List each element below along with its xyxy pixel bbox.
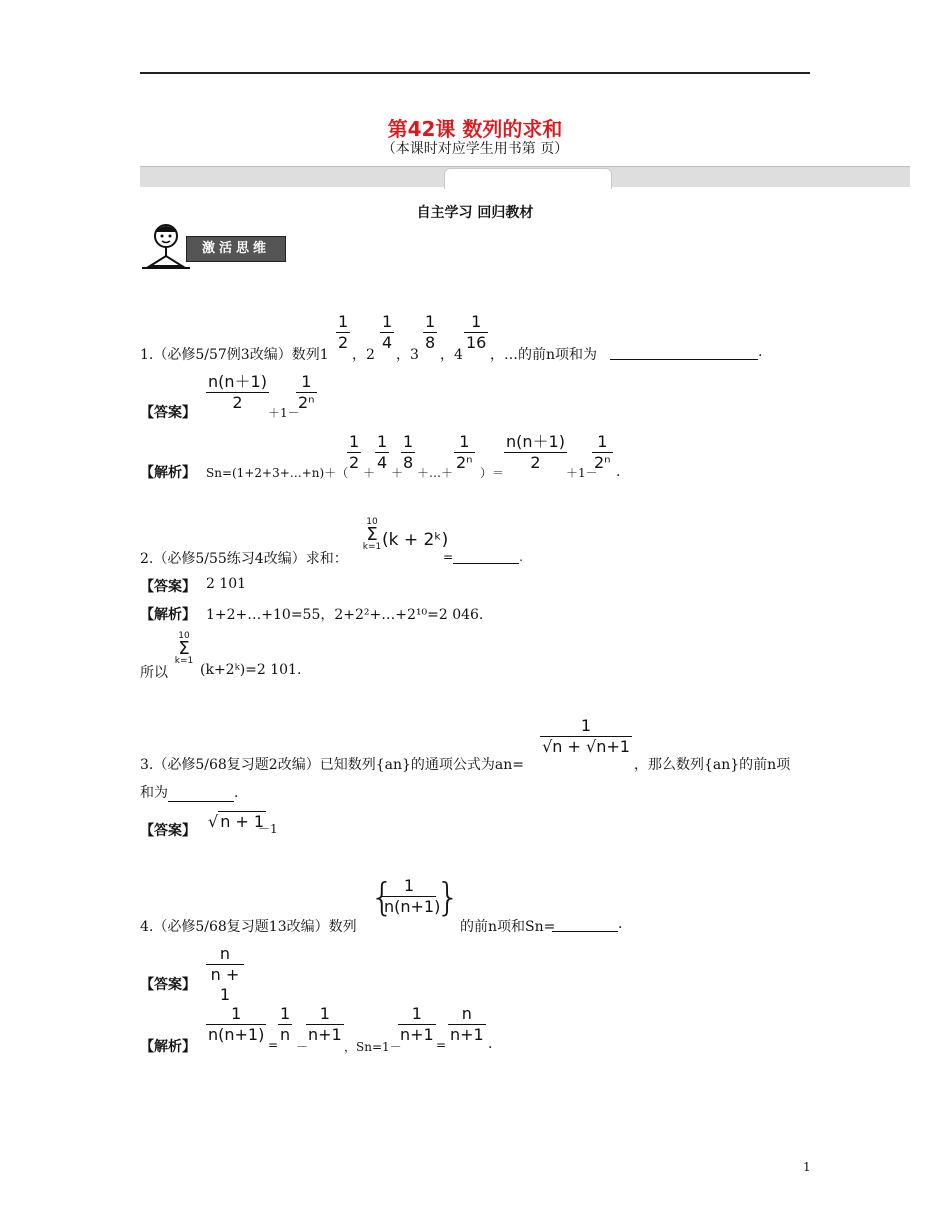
section-tab bbox=[444, 168, 612, 189]
q3-formula-rad1: n + bbox=[552, 737, 586, 756]
q1-blank bbox=[610, 344, 762, 360]
q4-blank bbox=[552, 916, 622, 932]
q1-answer-frac2: 1 2ⁿ bbox=[298, 372, 315, 412]
q2-expr: (k + 2ᵏ) bbox=[382, 530, 449, 550]
top-rule bbox=[140, 72, 810, 74]
q2-analysis-label: 【解析】 bbox=[140, 607, 196, 623]
q2-sigma-bot: k=1 bbox=[362, 542, 382, 552]
q1-answer-label: 【答案】 bbox=[140, 405, 196, 421]
q1-an-frac-6: 1 2ⁿ bbox=[594, 432, 611, 472]
q1-frac-4: 1 16 bbox=[466, 312, 487, 352]
q1-answer-mid: ＋1－ bbox=[268, 406, 300, 420]
page-subtitle: （本课时对应学生用书第 页） bbox=[381, 141, 569, 157]
q1-sep-2: ，3 bbox=[396, 347, 419, 363]
q3-dot: . bbox=[234, 785, 239, 801]
q3-answer: √ n + 1 bbox=[208, 812, 265, 831]
q1-frac-2: 1 4 bbox=[382, 312, 393, 352]
q3-formula-rad2: n+1 bbox=[596, 737, 630, 756]
q4-suffix: 的前n项和Sn= bbox=[460, 919, 556, 935]
q4-an-end: . bbox=[488, 1036, 493, 1052]
q1-analysis-text: Sn=(1+2+3+…+n)＋（ bbox=[206, 466, 349, 480]
q1-an-end: . bbox=[616, 464, 621, 480]
q4-an-eq: = bbox=[268, 1038, 279, 1052]
q2-so-sigma: 10 Σ k=1 bbox=[174, 631, 194, 666]
q2-so-sigma-top: 10 bbox=[178, 631, 190, 641]
q4-an-eq-2: = bbox=[436, 1038, 447, 1052]
q3-line2 bbox=[140, 782, 238, 802]
q3-formula-num: 1 bbox=[580, 716, 592, 735]
q1-an-mid: ＋1－ bbox=[566, 466, 598, 480]
q4-answer-label: 【答案】 bbox=[140, 977, 196, 993]
q1-answer-frac: n(n＋1) 2 bbox=[208, 372, 267, 412]
q4-analysis-label: 【解析】 bbox=[140, 1039, 196, 1055]
reading-figure-icon bbox=[140, 222, 192, 270]
q1-an-frac-5: n(n＋1) 2 bbox=[506, 432, 565, 472]
q2-so-expr: (k+2ᵏ)=2 101. bbox=[200, 662, 302, 678]
q1-an-frac-4: 1 2ⁿ bbox=[456, 432, 473, 472]
q1-an-close: ）＝ bbox=[480, 466, 505, 480]
q1-an-frac-3: 1 8 bbox=[403, 432, 414, 472]
q3-suffix: ，那么数列{an}的前n项 bbox=[634, 757, 791, 773]
q2-answer: 2 101 bbox=[206, 576, 247, 592]
q3-answer-tail: －1 bbox=[258, 822, 278, 836]
q4-an-frac-5: n n+1 bbox=[450, 1004, 484, 1044]
q2-answer-label: 【答案】 bbox=[140, 579, 196, 595]
q1-suffix: ，…的前n项和为 bbox=[490, 347, 598, 363]
q2-prefix: 2.（必修5/55练习4改编）求和： bbox=[140, 551, 348, 567]
q1-frac-1: 1 2 bbox=[338, 312, 349, 352]
q1-analysis-label: 【解析】 bbox=[140, 465, 196, 481]
q1-frac-3: 1 8 bbox=[425, 312, 436, 352]
q2-so-sigma-bot: k=1 bbox=[174, 656, 194, 666]
q2-sigma: 10 Σ k=1 bbox=[362, 517, 382, 552]
q1-an-plus-2: ＋ bbox=[391, 466, 404, 480]
q3-answer-label: 【答案】 bbox=[140, 823, 196, 839]
q3-line2-text: 和为 bbox=[140, 785, 168, 801]
q4-answer-frac: n n + 1 bbox=[206, 944, 244, 1005]
activate-thinking-badge bbox=[140, 226, 285, 266]
q1-an-dots: ＋…＋ bbox=[417, 466, 454, 480]
q1-an-frac-1: 1 2 bbox=[349, 432, 360, 472]
q2-blank bbox=[443, 550, 523, 564]
q1-dot: . bbox=[758, 344, 763, 360]
q3-prefix: 3.（必修5/68复习题2改编）已知数列{an}的通项公式为an= bbox=[140, 757, 524, 773]
q1-an-plus-1: ＋ bbox=[363, 466, 376, 480]
q1-sep-1: ，2 bbox=[352, 347, 375, 363]
q2-eq: = bbox=[443, 550, 454, 564]
q2-analysis: 1+2+…+10=55，2+2²+…+2¹⁰=2 046. bbox=[206, 607, 484, 623]
q4-prefix: 4.（必修5/68复习题13改编）数列 bbox=[140, 919, 357, 935]
q3-answer-rad: n + 1 bbox=[220, 812, 265, 831]
q4-an-frac-4: 1 n+1 bbox=[400, 1004, 434, 1044]
q1-prefix: 1.（必修5/57例3改编）数列1 bbox=[140, 347, 329, 363]
q4-an-frac-3: 1 n+1 bbox=[308, 1004, 342, 1044]
q4-an-frac-2: 1 n bbox=[280, 1004, 291, 1044]
q4-an-comma: ，Sn=1－ bbox=[344, 1040, 402, 1054]
q3-formula: 1 √n + √n+1 bbox=[540, 716, 632, 757]
badge-label: 激活思维 bbox=[186, 236, 286, 262]
q4-an-frac-1: 1 n(n+1) bbox=[208, 1004, 265, 1044]
page-title: 第42课 数列的求和 bbox=[387, 117, 563, 141]
q2-dot: . bbox=[519, 550, 523, 564]
q1-an-frac-2: 1 4 bbox=[377, 432, 388, 472]
q4-an-minus: － bbox=[296, 1040, 309, 1054]
q1-sep-3: ，4 bbox=[440, 347, 463, 363]
q4-dot: . bbox=[618, 916, 623, 932]
q4-set-den: n(n+1) bbox=[384, 897, 441, 916]
q4-set-num: 1 bbox=[403, 876, 415, 895]
section-heading: 自主学习 回归教材 bbox=[416, 205, 534, 221]
q2-sigma-top: 10 bbox=[366, 517, 378, 527]
q2-so-label: 所以 bbox=[140, 665, 168, 681]
page-number: 1 bbox=[803, 1160, 811, 1174]
